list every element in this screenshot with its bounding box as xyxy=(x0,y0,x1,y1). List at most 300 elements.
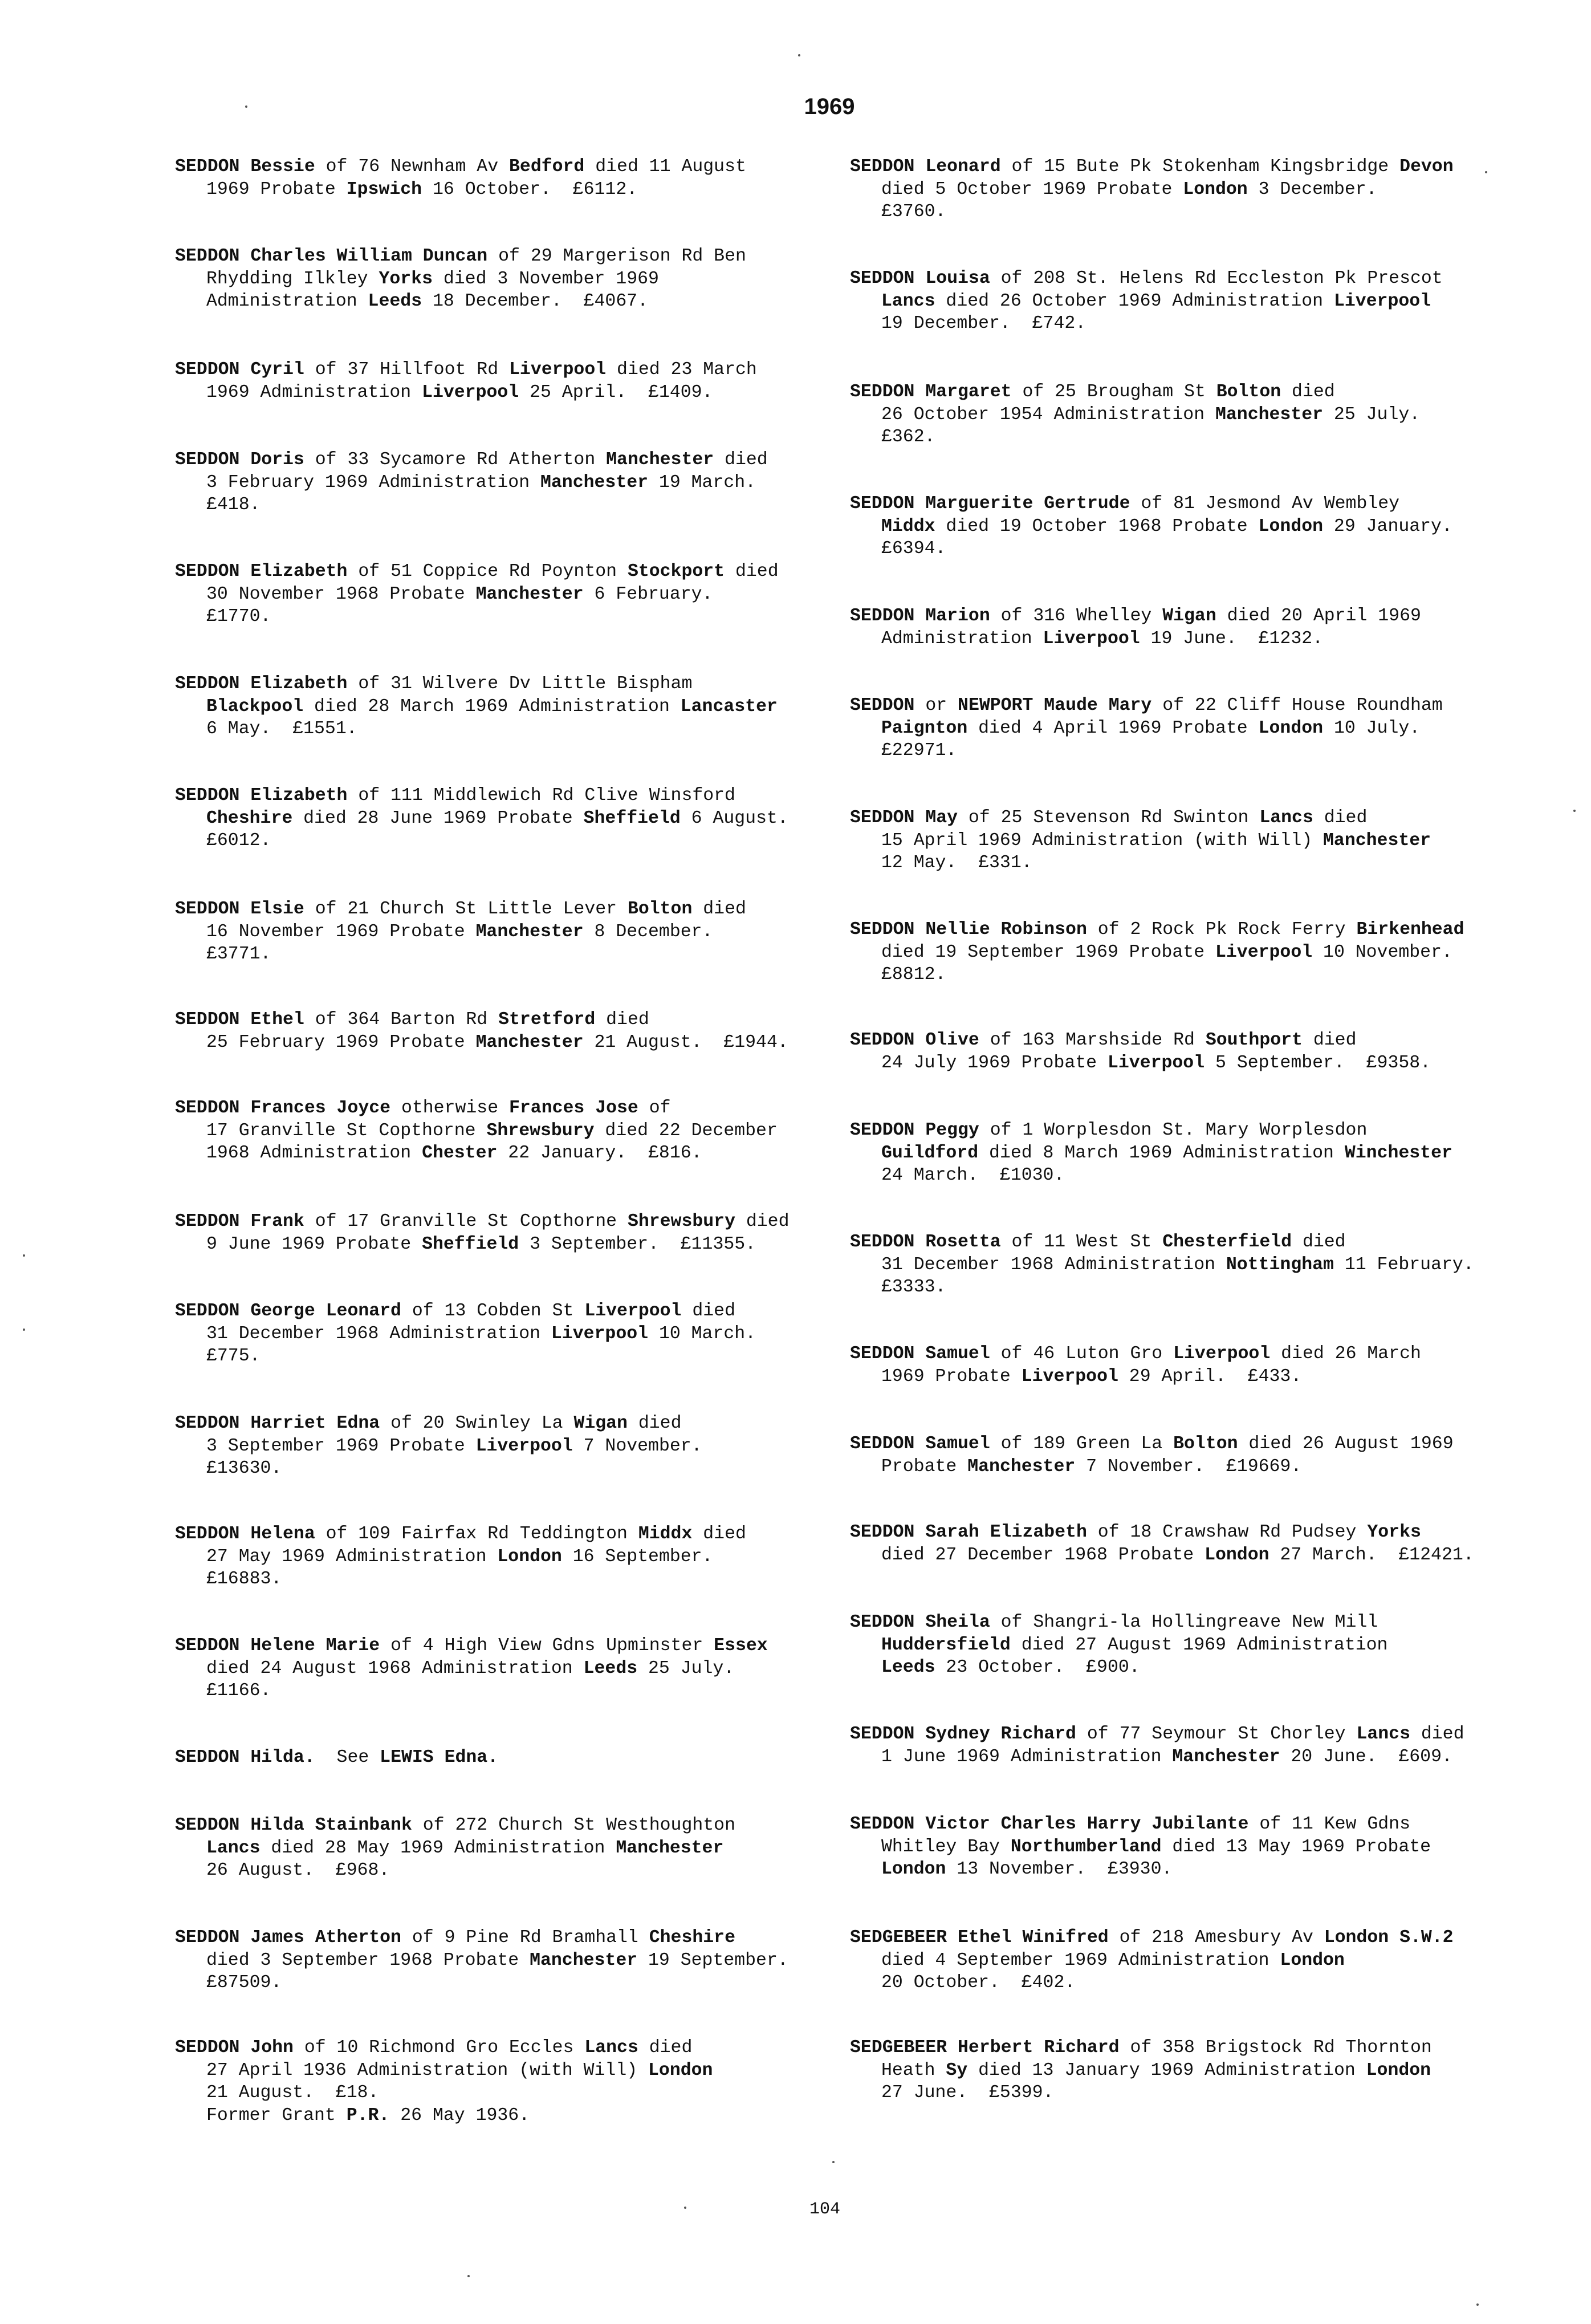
entry-line xyxy=(850,941,1464,964)
entry-line xyxy=(850,1972,1454,1994)
entry-surname-name: SEDDON Helene Marie xyxy=(175,1636,380,1656)
entry-text: died xyxy=(714,450,768,470)
entry-surname-name: SEDGEBEER Ethel Winifred xyxy=(850,1928,1109,1948)
entry-text: 15 April 1969 Administration (with Will) xyxy=(881,830,1324,851)
entry-text: of 20 Swinley La xyxy=(380,1413,574,1433)
entry-place-bold: Liverpool xyxy=(422,382,519,403)
entry-text: died 19 October 1968 Probate xyxy=(935,516,1259,537)
probate-entry xyxy=(175,673,778,741)
entry-text: died xyxy=(681,1301,735,1321)
entry-surname-name: SEDDON Olive xyxy=(850,1030,979,1050)
probate-entry xyxy=(175,449,768,517)
entry-text: of 358 Brigstock Rd Thornton xyxy=(1119,2038,1432,2058)
entry-text: 26 October 1954 Administration xyxy=(881,404,1215,425)
entry-surname-name: SEDDON Helena xyxy=(175,1524,315,1544)
entry-text: died xyxy=(1302,1030,1357,1050)
entry-text: of 4 High View Gdns Upminster xyxy=(380,1636,714,1656)
entry-surname-name: SEDDON Victor Charles Harry Jubilante xyxy=(850,1814,1249,1834)
entry-line xyxy=(850,2059,1432,2082)
entry-line xyxy=(175,156,746,178)
entry-surname-name: SEDDON May xyxy=(850,808,958,828)
entry-surname-name: SEDDON Nellie Robinson xyxy=(850,920,1087,940)
entry-place-bold: Manchester xyxy=(616,1838,724,1858)
entry-text: died 26 August 1969 xyxy=(1238,1434,1454,1454)
entry-text: died 20 April 1969 xyxy=(1216,606,1421,626)
entry-line xyxy=(175,560,779,583)
entry-line xyxy=(175,1323,756,1346)
entry-surname-name: SEDDON Samuel xyxy=(850,1344,990,1364)
entry-surname-name: SEDGEBEER Herbert Richard xyxy=(850,2038,1120,2058)
entry-line xyxy=(850,1634,1387,1657)
entry-text: £362. xyxy=(881,427,935,447)
entry-line xyxy=(850,2037,1432,2059)
entry-line xyxy=(175,2104,713,2127)
entry-place-bold: Chesterfield xyxy=(1162,1232,1292,1252)
entry-line xyxy=(175,921,746,944)
entry-text: £1166. xyxy=(206,1681,271,1701)
scan-speck xyxy=(245,105,247,108)
entry-text: of 77 Seymour St Chorley xyxy=(1076,1724,1357,1744)
entry-text: died 3 September 1968 Probate xyxy=(206,1950,530,1970)
entry-line xyxy=(850,1119,1452,1142)
entry-line xyxy=(175,1142,778,1165)
entry-text: of 22 Cliff House Roundham xyxy=(1151,696,1443,716)
entry-line xyxy=(850,628,1421,651)
entry-text: died xyxy=(725,562,779,582)
entry-text: of 37 Hillfoot Rd xyxy=(304,360,510,380)
entry-line xyxy=(850,1521,1474,1544)
entry-text: 10 July. xyxy=(1323,718,1421,738)
entry-text: of 9 Pine Rd Bramhall xyxy=(401,1928,649,1948)
entry-line xyxy=(850,694,1443,717)
entry-text: of 2 Rock Pk Rock Ferry xyxy=(1087,920,1357,940)
entry-text: died 27 December 1968 Probate xyxy=(881,1545,1205,1565)
entry-line xyxy=(850,493,1452,515)
entry-text: died 24 August 1968 Administration xyxy=(206,1658,584,1679)
entry-place-bold: Leeds xyxy=(583,1658,638,1679)
entry-place-bold: Liverpool xyxy=(509,360,607,380)
entry-text: died xyxy=(735,1212,790,1232)
entry-text: of Shangri-la Hollingreave New Mill xyxy=(990,1612,1378,1632)
probate-entry xyxy=(175,2037,713,2127)
entry-text: 10 November. xyxy=(1312,942,1452,962)
entry-surname-name: SEDDON Leonard xyxy=(850,157,1001,177)
entry-text: of 15 Bute Pk Stokenham Kingsbridge xyxy=(1000,157,1400,177)
entry-place-bold: Liverpool xyxy=(1173,1344,1271,1364)
entry-text: 25 July. xyxy=(1323,404,1421,425)
entry-place-bold: Wigan xyxy=(1162,606,1216,626)
probate-entry xyxy=(850,156,1454,224)
probate-entry xyxy=(850,919,1464,986)
entry-line xyxy=(175,1300,756,1323)
probate-entry xyxy=(175,785,788,852)
entry-line xyxy=(175,472,768,494)
entry-place-bold: LEWIS Edna. xyxy=(380,1748,499,1768)
entry-line xyxy=(850,1343,1421,1366)
entry-surname-name: SEDDON James Atherton xyxy=(175,1928,401,1948)
entry-text: died 28 May 1969 Administration xyxy=(260,1838,616,1858)
entry-line xyxy=(175,1972,788,1994)
probate-entry xyxy=(850,605,1421,650)
entry-place-bold: Cheshire xyxy=(649,1928,735,1948)
entry-text: died 26 October 1969 Administration xyxy=(935,291,1334,311)
entry-text: 25 July. xyxy=(637,1658,735,1679)
entry-text: of 81 Jesmond Av Wembley xyxy=(1130,494,1400,514)
entry-text: £22971. xyxy=(881,741,957,761)
probate-entry xyxy=(850,1029,1431,1074)
scan-speck xyxy=(1485,171,1487,173)
entry-surname-name: SEDDON Samuel xyxy=(850,1434,990,1454)
entry-line xyxy=(850,1164,1452,1187)
entry-text: 1969 Probate xyxy=(881,1366,1022,1387)
entry-text: of 25 Stevenson Rd Swinton xyxy=(958,808,1260,828)
entry-text: 26 May 1936. xyxy=(389,2105,530,2126)
scan-speck xyxy=(23,1254,25,1257)
entry-text: of 316 Whelley xyxy=(990,606,1163,626)
entry-place-bold: Lancs xyxy=(206,1838,261,1858)
entry-text: of 272 Church St Westhoughton xyxy=(412,1815,735,1835)
entry-line xyxy=(175,2037,713,2059)
probate-entry xyxy=(175,1009,788,1054)
entry-text: Whitley Bay xyxy=(881,1837,1011,1857)
entry-line xyxy=(175,1746,498,1769)
probate-entry xyxy=(175,245,746,313)
entry-surname-name: SEDDON Sheila xyxy=(850,1612,990,1632)
entry-text: died 26 March xyxy=(1270,1344,1421,1364)
entry-surname-name: SEDDON Louisa xyxy=(850,269,990,289)
entry-place-bold: P.R. xyxy=(346,2105,390,2126)
entry-line xyxy=(850,1142,1452,1165)
entry-place-bold: Liverpool xyxy=(1043,628,1140,649)
entry-text: died 28 March 1969 Administration xyxy=(303,696,681,717)
entry-text: died 11 August xyxy=(584,157,746,177)
entry-surname-name: SEDDON John xyxy=(175,2038,294,2058)
entry-place-bold: Liverpool xyxy=(1333,291,1431,311)
entry-place-bold: Essex xyxy=(714,1636,768,1656)
entry-line xyxy=(850,1656,1387,1679)
probate-entry xyxy=(850,694,1443,762)
entry-text: died xyxy=(1292,1232,1346,1252)
entry-text: of 33 Sycamore Rd Atherton xyxy=(304,450,607,470)
entry-place-bold: Winchester xyxy=(1344,1143,1452,1163)
entry-text: 20 October. £402. xyxy=(881,1973,1076,1993)
page-year-heading: 1969 xyxy=(804,94,855,119)
entry-line xyxy=(175,381,757,404)
entry-place-bold: Manchester xyxy=(606,450,714,470)
entry-text: of 25 Brougham St xyxy=(1011,382,1216,402)
entry-surname-name: SEDDON Elsie xyxy=(175,899,304,919)
entry-text: £3771. xyxy=(206,944,271,964)
entry-text: of 364 Barton Rd xyxy=(304,1010,499,1030)
entry-text: of 189 Green La xyxy=(990,1434,1174,1454)
entry-line xyxy=(850,830,1431,852)
entry-place-bold: Guildford xyxy=(881,1143,979,1163)
entry-line xyxy=(850,919,1464,941)
entry-place-bold: Stockport xyxy=(627,562,725,582)
entry-text: 3 September 1969 Probate xyxy=(206,1436,476,1456)
entry-place-bold: Devon xyxy=(1399,157,1454,177)
entry-text: died 22 December xyxy=(594,1120,778,1141)
entry-surname-name: SEDDON Marion xyxy=(850,606,990,626)
entry-line xyxy=(175,1031,788,1054)
entry-place-bold: Liverpool xyxy=(1021,1366,1118,1387)
entry-place-bold: Frances Jose xyxy=(509,1098,638,1118)
entry-text: 19 December. £742. xyxy=(881,314,1087,334)
entry-line xyxy=(850,156,1454,178)
entry-text: died 27 August 1969 Administration xyxy=(1010,1635,1388,1655)
probate-entry xyxy=(175,1210,789,1256)
entry-text: of xyxy=(638,1098,671,1118)
entry-text: 27 April 1936 Administration (with Will) xyxy=(206,2060,649,2081)
entry-text: 10 March. xyxy=(648,1323,756,1344)
entry-text: died xyxy=(692,1524,746,1544)
entry-place-bold: London S.W.2 xyxy=(1324,1928,1454,1948)
entry-surname-name: SEDDON Cyril xyxy=(175,360,304,380)
entry-text: of 1 Worplesdon St. Mary Worplesdon xyxy=(979,1120,1368,1140)
entry-place-bold: London xyxy=(1205,1545,1269,1565)
entry-place-bold: Bolton xyxy=(1216,382,1281,402)
entry-surname-name: SEDDON xyxy=(850,696,915,716)
entry-line xyxy=(175,1009,788,1031)
probate-entry xyxy=(175,359,757,404)
entry-place-bold: Chester xyxy=(422,1143,498,1163)
entry-place-bold: Manchester xyxy=(475,921,584,942)
probate-entry xyxy=(175,1412,702,1480)
probate-entry xyxy=(850,807,1431,875)
entry-place-bold: London xyxy=(881,1859,946,1879)
entry-text: £1770. xyxy=(206,607,271,627)
entry-place-bold: Liverpool xyxy=(1215,942,1313,962)
entry-text: 25 February 1969 Probate xyxy=(206,1032,476,1053)
probate-entry xyxy=(175,1814,735,1882)
entry-surname-name: SEDDON Elizabeth xyxy=(175,562,348,582)
entry-line xyxy=(850,201,1454,224)
probate-entry xyxy=(175,1635,768,1703)
entry-line xyxy=(175,449,768,472)
entry-text: died xyxy=(692,899,746,919)
entry-text: of 11 Kew Gdns xyxy=(1248,1814,1410,1834)
scan-speck xyxy=(1573,810,1576,812)
entry-surname-name: SEDDON Charles William Duncan xyxy=(175,246,488,266)
scan-speck xyxy=(832,2161,835,2163)
entry-text: of 17 Granville St Copthorne xyxy=(304,1212,628,1232)
entry-text: Former Grant xyxy=(206,2105,347,2126)
entry-place-bold: Liverpool xyxy=(584,1301,682,1321)
entry-line xyxy=(850,1813,1431,1836)
entry-surname-name: SEDDON Doris xyxy=(175,450,304,470)
entry-line xyxy=(175,1523,746,1546)
entry-line xyxy=(175,178,746,201)
entry-line xyxy=(850,1052,1431,1075)
probate-entry xyxy=(175,560,779,628)
entry-text: £6012. xyxy=(206,831,271,851)
probate-entry xyxy=(850,381,1420,449)
entry-line xyxy=(175,1927,788,1949)
entry-line xyxy=(850,1858,1431,1881)
entry-surname-name: SEDDON Ethel xyxy=(175,1010,304,1030)
entry-text: 7 November. xyxy=(572,1436,702,1456)
entry-text: 11 February. xyxy=(1333,1254,1474,1275)
entry-text: £8812. xyxy=(881,965,946,985)
entry-text: died xyxy=(627,1413,682,1433)
entry-text: 19 June. £1232. xyxy=(1140,628,1324,649)
entry-text: died 13 January 1969 Administration xyxy=(967,2060,1366,2081)
entry-surname-name: SEDDON Elizabeth xyxy=(175,786,348,806)
entry-line xyxy=(175,268,746,291)
entry-text: 31 December 1968 Administration xyxy=(881,1254,1226,1275)
entry-text: of 208 St. Helens Rd Eccleston Pk Prescot xyxy=(990,269,1443,289)
entry-text: of 51 Coppice Rd Poynton xyxy=(347,562,628,582)
entry-line xyxy=(850,807,1431,830)
entry-text: of 13 Cobden St xyxy=(401,1301,585,1321)
probate-entry xyxy=(850,267,1443,335)
entry-text: died 5 October 1969 Probate xyxy=(881,179,1183,200)
entry-line xyxy=(850,1723,1464,1746)
entry-line xyxy=(850,964,1464,986)
entry-place-bold: Manchester xyxy=(967,1456,1076,1477)
entry-line xyxy=(850,1276,1474,1299)
entry-text: 3 February 1969 Administration xyxy=(206,472,540,493)
entry-surname-name: SEDDON Hilda Stainbank xyxy=(175,1815,412,1835)
entry-place-bold: Blackpool xyxy=(206,696,304,717)
entry-place-bold: London xyxy=(1280,1950,1345,1970)
entry-line xyxy=(175,494,768,517)
entry-place-bold: Huddersfield xyxy=(881,1635,1011,1655)
entry-place-bold: Sheffield xyxy=(422,1234,519,1254)
entry-place-bold: Middx xyxy=(881,516,935,537)
entry-text: 1 June 1969 Administration xyxy=(881,1746,1173,1767)
entry-place-bold: London xyxy=(497,1546,562,1567)
entry-text: of 111 Middlewich Rd Clive Winsford xyxy=(347,786,735,806)
entry-line xyxy=(850,1029,1431,1052)
entry-text: 20 June. £609. xyxy=(1280,1746,1452,1767)
entry-line xyxy=(850,1231,1474,1254)
entry-place-bold: Liverpool xyxy=(1107,1053,1205,1073)
entry-line xyxy=(175,1680,768,1703)
entry-text: Administration xyxy=(206,291,368,311)
entry-text: 21 August. £1944. xyxy=(583,1032,788,1053)
probate-entry xyxy=(175,1746,498,1769)
entry-text: 25 April. £1409. xyxy=(519,382,713,403)
entry-text: Probate xyxy=(881,1456,968,1477)
probate-entry xyxy=(850,2037,1432,2104)
entry-text: died 23 March xyxy=(606,360,757,380)
probate-entry xyxy=(175,1097,778,1165)
entry-place-bold: London xyxy=(1258,718,1324,738)
probate-entry xyxy=(850,1611,1387,1679)
entry-line xyxy=(175,290,746,313)
entry-line xyxy=(850,1456,1454,1478)
entry-line xyxy=(175,606,779,628)
entry-surname-name: SEDDON Rosetta xyxy=(850,1232,1001,1252)
entry-line xyxy=(175,1568,746,1591)
entry-place-bold: Stretford xyxy=(498,1010,596,1030)
entry-line xyxy=(175,1859,735,1882)
entry-surname-name: SEDDON Sydney Richard xyxy=(850,1724,1076,1744)
entry-place-bold: Bolton xyxy=(627,899,693,919)
entry-place-bold: Manchester xyxy=(475,1032,584,1053)
entry-text: £3333. xyxy=(881,1277,946,1297)
entry-text: 16 September. xyxy=(561,1546,713,1567)
entry-text: of 18 Crawshaw Rd Pudsey xyxy=(1087,1522,1368,1542)
entry-surname-name: SEDDON Peggy xyxy=(850,1120,979,1140)
entry-text: of 163 Marshside Rd xyxy=(979,1030,1206,1050)
entry-surname-name: SEDDON Hilda. xyxy=(175,1748,315,1768)
entry-place-bold: Leeds xyxy=(881,1657,935,1677)
entry-text: died 3 November 1969 xyxy=(432,269,659,289)
entry-text: 29 April. £433. xyxy=(1118,1366,1302,1387)
entry-place-bold: Manchester xyxy=(530,1950,638,1970)
probate-entry xyxy=(850,1231,1474,1299)
entry-text: 31 December 1968 Administration xyxy=(206,1323,551,1344)
entry-place-bold: Paignton xyxy=(881,718,968,738)
entry-text: 26 August. £968. xyxy=(206,1860,390,1880)
entry-text: 16 October. £6112. xyxy=(422,179,638,200)
entry-text: 6 February. xyxy=(583,584,713,604)
entry-line xyxy=(850,2082,1432,2104)
entry-text: died xyxy=(595,1010,649,1030)
entry-text: 17 Granville St Copthorne xyxy=(206,1120,487,1141)
entry-text: Heath xyxy=(881,2060,946,2081)
entry-text: of 46 Luton Gro xyxy=(990,1344,1174,1364)
entry-text: £87509. xyxy=(206,1973,282,1993)
entry-text: died xyxy=(638,2038,693,2058)
entry-text: £16883. xyxy=(206,1569,282,1589)
entry-line xyxy=(175,1120,778,1143)
entry-line xyxy=(175,1435,702,1458)
entry-line xyxy=(175,245,746,268)
entry-place-bold: Lancs xyxy=(1356,1724,1410,1744)
entry-text: 16 November 1969 Probate xyxy=(206,921,476,942)
entry-line xyxy=(850,312,1443,335)
entry-text: £6394. xyxy=(881,539,946,559)
entry-place-bold: Nottingham xyxy=(1226,1254,1334,1275)
entry-place-bold: Cheshire xyxy=(206,808,293,828)
entry-line xyxy=(175,696,778,718)
entry-line xyxy=(850,515,1452,538)
entry-line xyxy=(850,1927,1454,1949)
entry-text: died 13 May 1969 Probate xyxy=(1161,1837,1431,1857)
entry-text: of 76 Newnham Av xyxy=(315,157,510,177)
entry-line xyxy=(850,1254,1474,1277)
entry-text: 21 August. £18. xyxy=(206,2083,379,2103)
entry-place-bold: London xyxy=(1366,2060,1431,2081)
entry-line xyxy=(850,1433,1454,1456)
entry-place-bold: Lancaster xyxy=(680,696,778,717)
entry-line xyxy=(850,605,1421,628)
entry-place-bold: Manchester xyxy=(1323,830,1431,851)
entry-surname-name: SEDDON Margaret xyxy=(850,382,1012,402)
entry-text: £418. xyxy=(206,495,261,515)
entry-line xyxy=(175,1097,778,1120)
entry-text: £775. xyxy=(206,1346,261,1366)
entry-place-bold: Bedford xyxy=(509,157,585,177)
entry-text: 3 September. £11355. xyxy=(519,1234,756,1254)
entry-line xyxy=(175,943,746,966)
entry-place-bold: NEWPORT Maude Mary xyxy=(958,696,1152,716)
probate-entry xyxy=(175,1300,756,1368)
entry-place-bold: Manchester xyxy=(1215,404,1324,425)
entry-place-bold: Shrewsbury xyxy=(627,1212,735,1232)
entry-text: 13 November. £3930. xyxy=(946,1859,1173,1879)
entry-surname-name: SEDDON George Leonard xyxy=(175,1301,401,1321)
entry-line xyxy=(175,1457,702,1480)
entry-surname-name: SEDDON Sarah Elizabeth xyxy=(850,1522,1087,1542)
entry-line xyxy=(850,404,1420,426)
entry-text: 3 December. xyxy=(1247,179,1377,200)
entry-surname-name: SEDDON Bessie xyxy=(175,157,315,177)
entry-text: of 109 Fairfax Rd Teddington xyxy=(315,1524,638,1544)
